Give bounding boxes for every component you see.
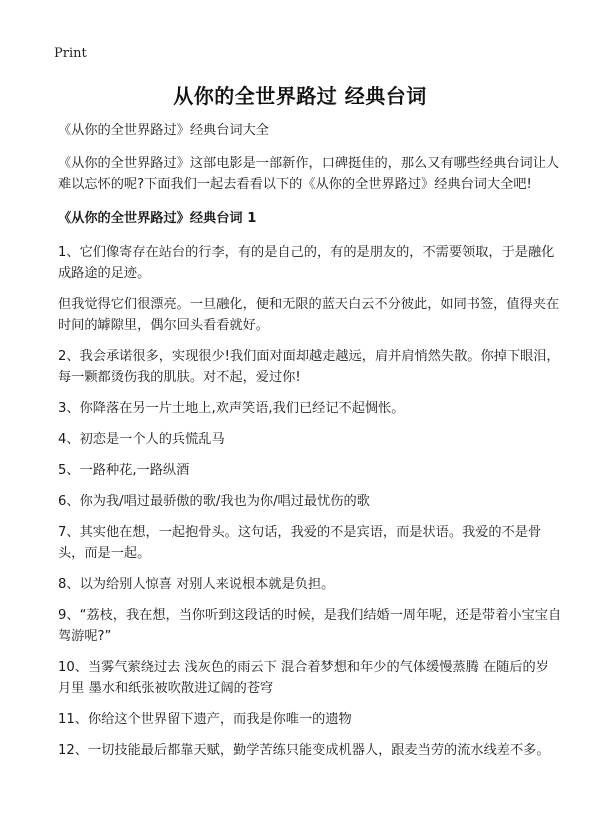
quote-paragraph: 9、“荔枝，我在想，当你听到这段话的时候，是我们结婚一周年呢，还是带着小宝宝自驾游呢?” [58, 608, 562, 644]
section-heading: 《从你的全世界路过》经典台词 1 [58, 211, 257, 226]
quote-paragraph: 5、一路种花,一路纵酒 [58, 463, 190, 478]
quote-paragraph: 10、当雾气萦绕过去 浅灰色的雨云下 混合着梦想和年少的气体缓慢蒸腾 在随后的岁月里 墨水和纸张被吹散进辽阔的苍穹 [58, 660, 549, 696]
quote-paragraph: 6、你为我/唱过最骄傲的歌/我也为你/唱过最忧伤的歌 [58, 494, 370, 509]
quote-paragraph: 12、一切技能最后都靠天赋，勤学苦练只能变成机器人，跟麦当劳的流水线差不多。 [58, 743, 550, 758]
quote-paragraph: 8、以为给别人惊喜 对别人来说根本就是负担。 [58, 577, 335, 592]
quote-paragraph: 但我觉得它们很漂亮。一旦融化，便和无限的蓝天白云不分彼此，如同书签，值得夹在时间的罅隙里，偶尔回头看看就好。 [58, 297, 560, 333]
quote-paragraph: 1、它们像寄存在站台的行李，有的是自己的，有的是朋友的，不需要领取，于是融化成路途的足迹。 [58, 245, 555, 281]
document-body [58, 120, 562, 771]
quote-paragraph: 2、我会承诺很多，实现很少!我们面对面却越走越远，肩并肩悄然失散。你掉下眼泪，每一颗都烫伤我的肌肤。对不起，爱过你! [58, 349, 560, 385]
page-title: 从你的全世界路过 经典台词 [173, 84, 427, 108]
quote-paragraph: 3、你降落在另一片土地上,欢声笑语,我们已经记不起惆怅。 [58, 401, 405, 416]
quote-paragraph: 4、初恋是一个人的兵慌乱马 [58, 432, 225, 447]
quote-paragraph: 7、其实他在想，一起抱骨头。这句话，我爱的不是宾语，而是状语。我爱的不是骨头，而是一起。 [58, 525, 542, 561]
quote-paragraph: 11、你给这个世界留下遗产，而我是你唯一的遗物 [58, 712, 352, 727]
intro-paragraph: 《从你的全世界路过》这部电影是一部新作，口碑挺佳的，那么又有哪些经典台词让人难以忘怀的呢?下面我们一起去看看以下的《从你的全世界路过》经典台词大全吧! [58, 156, 560, 192]
print-label: Print [54, 46, 87, 61]
document-subtitle: 《从你的全世界路过》经典台词大全 [58, 123, 269, 138]
